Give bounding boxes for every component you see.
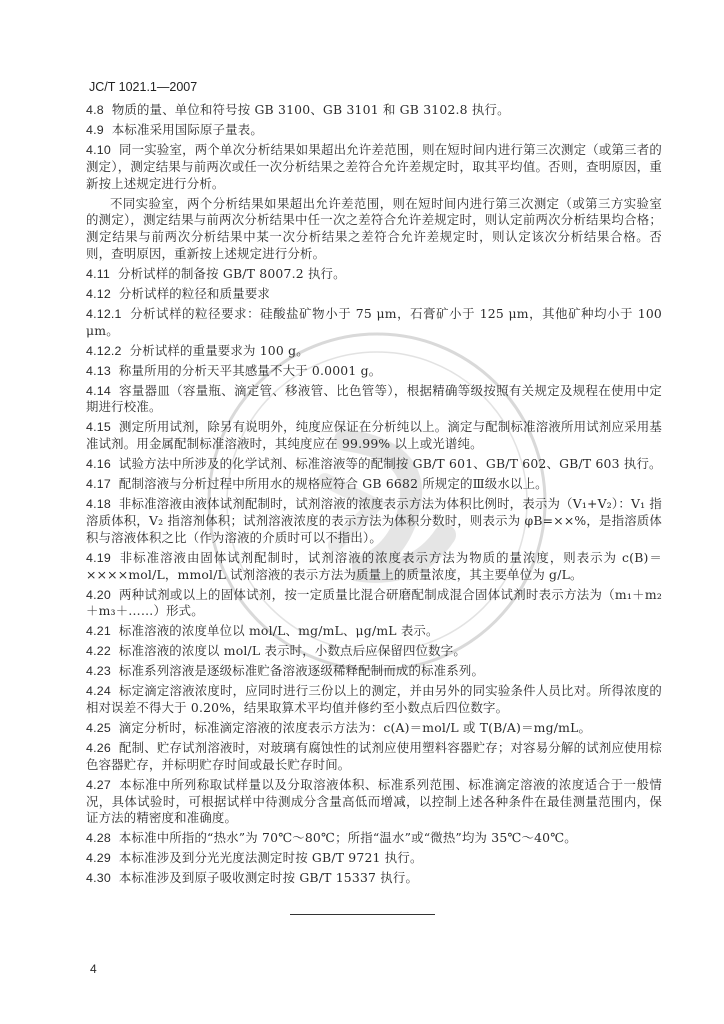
- clause-number: 4.24: [86, 684, 111, 699]
- clause-paragraph: [86, 683, 662, 717]
- clause-paragraph: [86, 587, 662, 621]
- clause-paragraph: [86, 306, 662, 340]
- clause-paragraph: [86, 419, 662, 453]
- clause-number: 4.12: [86, 286, 111, 301]
- clause-paragraph: [86, 102, 662, 119]
- clause-paragraph: [86, 343, 662, 360]
- clause-paragraph: [86, 550, 662, 584]
- clause-text: 物质的量、单位和符号按 GB 3100、GB 3101 和 GB 3102.8 执行。: [111, 102, 510, 117]
- clause-number: 4.25: [86, 721, 111, 736]
- clause-paragraph: [86, 496, 662, 546]
- clause-text: 非标准溶液由固体试剂配制时，试剂溶液的浓度表示方法为物质的量浓度，则表示为 c(B)＝××××mol/L，mmol/L 试剂溶液的表示方法为质量上的质量浓度，其主要单位为 g/L。: [86, 549, 662, 582]
- clause-text: 配制溶液与分析过程中所用水的规格应符合 GB 6682 所规定的Ⅲ级水以上。: [118, 476, 548, 492]
- clause-text: 容量器皿（容量瓶、滴定管、移液管、比色管等），根据精确等级按照有关规定及规程在使用中定期进行校准。: [86, 382, 662, 415]
- clause-number: 4.19: [86, 550, 111, 565]
- clause-text: 本标准涉及到原子吸收测定时按 GB/T 15337 执行。: [118, 870, 419, 886]
- clause-paragraph: [86, 196, 662, 263]
- clause-text: 称量所用的分析天平其感量不大于 0.0001 g。: [118, 362, 382, 378]
- clause-text: 滴定分析时，标准滴定溶液的浓度表示方法为：c(A)＝mol/L 或 T(B/A)＝mg/mL。: [118, 720, 592, 736]
- clause-number: 4.9: [86, 122, 104, 137]
- clause-paragraph: [86, 663, 662, 680]
- clause-text: 本标准采用国际原子量表。: [111, 121, 263, 137]
- end-rule: [290, 914, 435, 915]
- clause-paragraph: [86, 643, 662, 660]
- clause-number: 4.11: [86, 266, 110, 281]
- clause-text: 本标准中所指的“热水”为 70℃～80℃；所指“温水”或“微热”均为 35℃～40℃。: [118, 830, 577, 846]
- clause-number: 4.23: [86, 664, 111, 679]
- clause-text: 分析试样的制备按 GB/T 8007.2 执行。: [118, 265, 346, 281]
- clause-text: 标准溶液的浓度单位以 mol/L、mg/mL、μg/mL 表示。: [118, 623, 439, 639]
- clause-text: 测定所用试剂，除另有说明外，纯度应保证在分析纯以上。滴定与配制标准溶液所用试剂应采用基准试剂。用金属配制标准溶液时，其纯度应在 99.99% 以上或光谱纯。: [86, 419, 662, 452]
- clause-paragraph: [86, 383, 662, 417]
- clause-paragraph: [86, 122, 662, 139]
- clause-paragraph: [86, 286, 662, 303]
- clause-number: 4.22: [86, 644, 111, 659]
- clause-number: 4.14: [86, 383, 111, 398]
- clause-number: 4.15: [86, 420, 111, 435]
- clause-text: 两种试剂或以上的固体试剂，按一定质量比混合研磨配制成混合固体试剂时表示方法为（m₁＋m₂＋m₃＋……）形式。: [86, 586, 662, 619]
- clause-text: 分析试样的粒径和质量要求: [118, 285, 271, 301]
- clause-paragraph: [86, 830, 662, 847]
- clause-paragraph: [86, 142, 662, 192]
- clause-number: 4.26: [86, 741, 111, 756]
- standard-code-header: JC/T 1021.1—2007: [89, 80, 198, 94]
- clause-number: 4.30: [86, 871, 111, 886]
- clause-number: 4.13: [86, 363, 111, 378]
- clause-text: 分析试样的重量要求为 100 g。: [129, 342, 309, 358]
- clause-paragraph: [86, 266, 662, 283]
- clause-text: 本标准涉及到分光光度法测定时按 GB/T 9721 执行。: [118, 850, 423, 866]
- clause-text: 非标准溶液由液体试剂配制时，试剂溶液的浓度表示方法为体积比例时，表示为（V₁+V₂）：V₁ 指溶质体积，V₂ 指溶剂体积；试剂溶液浓度的表示方法为体积分数时，则表示为 φB=××%，是指溶质体积与溶液体积之比（作为溶液的介质时可以不指出）。: [86, 496, 662, 545]
- clause-text: 分析试样的粒径要求：硅酸盐矿物小于 75 μm，石膏矿小于 125 μm，其他矿种均小于 100 μm。: [86, 305, 662, 338]
- clause-number: 4.16: [86, 457, 111, 472]
- clause-paragraph: [86, 720, 662, 737]
- clause-number: 4.28: [86, 831, 111, 846]
- clause-paragraph: [86, 850, 662, 867]
- clause-number: 4.8: [86, 103, 104, 117]
- clause-text: 不同实验室，两个分析结果如果超出允许差范围，则在短时间内进行第三次测定（或第三方实验室的测定），测定结果与前两次分析结果中任一次之差符合允许差规定时，则认定前两次分析结果均合格；测定结果与前两次分析结果中某一次分析结果之差符合允许差规定时，则认定该次分析结果合格。否则，查明原因，重新按上述规定进行分析。: [86, 195, 662, 261]
- clause-number: 4.21: [86, 624, 111, 639]
- clause-paragraph: [86, 777, 662, 827]
- clause-paragraph: [86, 740, 662, 774]
- page-number: 4: [90, 962, 97, 976]
- clause-paragraph: [86, 870, 662, 887]
- clause-number: 4.18: [86, 497, 111, 512]
- clause-paragraph: [86, 623, 662, 640]
- clause-number: 4.17: [86, 477, 111, 492]
- clause-text: 试验方法中所涉及的化学试剂、标准溶液等的配制按 GB/T 601、GB/T 602、GB/T 603 执行。: [118, 456, 662, 472]
- clause-number: 4.10: [86, 142, 111, 157]
- clause-paragraph: [86, 456, 662, 473]
- clause-text: 标准系列溶液是逐级标准贮备溶液逐级稀释配制而成的标准系列。: [118, 663, 485, 679]
- clause-number: 4.29: [86, 851, 111, 866]
- clause-text: 本标准中所列称取试样量以及分取溶液体积、标准系列范围、标准滴定溶液的浓度适合于一般情况，具体试验时，可根据试样中待测成分含量高低而增减，以控制上述各种条件在最佳测量范围内，保证方法的精密度和准确度。: [86, 776, 662, 826]
- clause-number: 4.12.1: [86, 306, 122, 321]
- clause-text: 标定滴定溶液浓度时，应同时进行三份以上的测定，并由另外的同实验条件人员比对。所得浓度的相对误差不得大于 0.20%，结果取算术平均值并修约至小数点后四位数字。: [86, 683, 662, 716]
- document-body: [86, 102, 662, 890]
- clause-number: 4.12.2: [86, 343, 122, 358]
- clause-text: 同一实验室，两个单次分析结果如果超出允许差范围，则在短时间内进行第三次测定（或第三者的测定），测定结果与前两次或任一次分析结果之差符合允许差规定时，取其平均值。否则，查明原因，重新按上述规定进行分析。: [86, 141, 662, 191]
- clause-number: 4.20: [86, 587, 111, 602]
- clause-number: 4.27: [86, 777, 111, 792]
- clause-paragraph: [86, 476, 662, 493]
- clause-paragraph: [86, 363, 662, 380]
- clause-text: 标准溶液的浓度以 mol/L 表示时，小数点后应保留四位数字。: [118, 643, 466, 659]
- clause-text: 配制、贮存试剂溶液时，对玻璃有腐蚀性的试剂应使用塑料容器贮存；对容易分解的试剂应使用棕色容器贮存，并标明贮存时间或最长贮存时间。: [86, 740, 662, 772]
